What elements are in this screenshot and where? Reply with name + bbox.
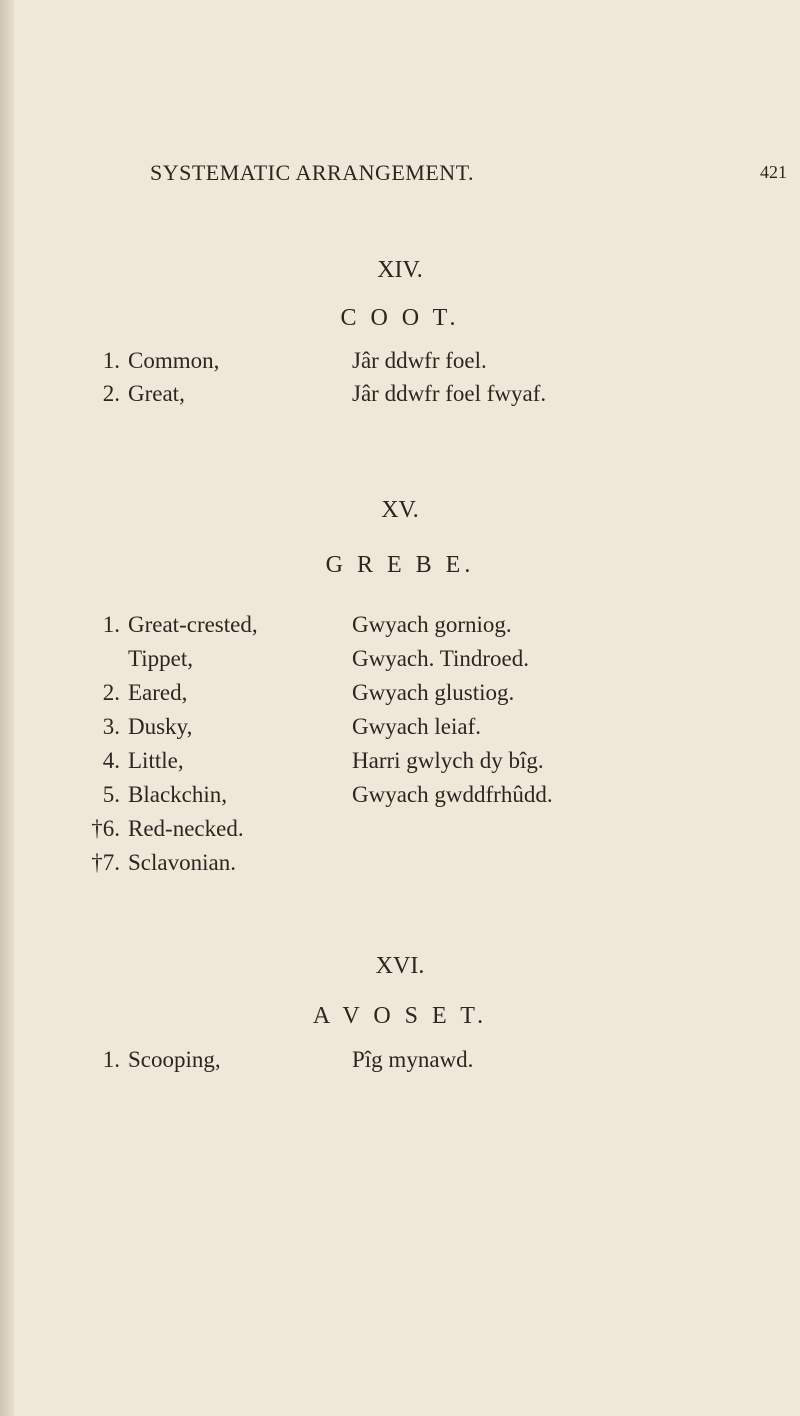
welsh-name: Jâr ddwfr foel.: [352, 348, 487, 373]
grebe-entry: [0, 612, 800, 644]
section-numeral-grebe: XV.: [381, 497, 419, 523]
english-name: Great,: [128, 381, 185, 406]
english-name: Sclavonian.: [128, 850, 236, 875]
entry-number: †6.: [91, 816, 120, 841]
grebe-entry: [0, 782, 800, 814]
welsh-name: Pîg mynawd.: [352, 1047, 474, 1072]
section-numeral-avoset: XVI.: [375, 953, 425, 979]
welsh-name: Gwyach glustiog.: [352, 680, 515, 705]
welsh-name: Gwyach gorniog.: [352, 612, 512, 637]
section-title-coot: C O O T.: [340, 305, 460, 331]
entry-number: 2.: [102, 381, 120, 406]
english-name: Tippet,: [128, 646, 193, 671]
running-head: SYSTEMATIC ARRANGEMENT.: [150, 160, 475, 185]
welsh-name: Harri gwlych dy bîg.: [352, 748, 544, 773]
grebe-entry: [0, 748, 800, 780]
coot-entry: [0, 348, 800, 380]
entry-number: 2.: [102, 680, 120, 705]
english-name: Eared,: [128, 680, 188, 705]
avoset-entry: [0, 1047, 800, 1079]
english-name: Red-necked.: [128, 816, 244, 841]
section-title-avoset: A V O S E T.: [312, 1003, 488, 1029]
entry-number: 1.: [102, 1047, 120, 1072]
grebe-entry: [0, 816, 800, 848]
section-title-grebe: G R E B E.: [325, 552, 475, 578]
english-name: Little,: [128, 748, 184, 773]
welsh-name: Gwyach. Tindroed.: [352, 646, 529, 671]
english-name: Blackchin,: [128, 782, 227, 807]
section-numeral-coot: XIV.: [377, 257, 423, 283]
english-name: Dusky,: [128, 714, 193, 739]
entry-number: 1.: [102, 348, 120, 373]
entry-number: †7.: [91, 850, 120, 875]
welsh-name: Gwyach gwddfrhûdd.: [352, 782, 553, 807]
entry-number: 5.: [102, 782, 120, 807]
welsh-name: Gwyach leiaf.: [352, 714, 481, 739]
grebe-entry: [0, 680, 800, 712]
grebe-entry: [0, 850, 800, 882]
english-name: Scooping,: [128, 1047, 221, 1072]
grebe-entry: [0, 646, 800, 678]
page-number: 421: [760, 162, 787, 182]
entry-number: 1.: [102, 612, 120, 637]
welsh-name: Jâr ddwfr foel fwyaf.: [352, 381, 547, 406]
english-name: Common,: [128, 348, 220, 373]
grebe-entry: [0, 714, 800, 746]
english-name: Great-crested,: [128, 612, 258, 637]
coot-entry: [0, 381, 800, 413]
entry-number: 3.: [102, 714, 120, 739]
entry-number: 4.: [102, 748, 120, 773]
